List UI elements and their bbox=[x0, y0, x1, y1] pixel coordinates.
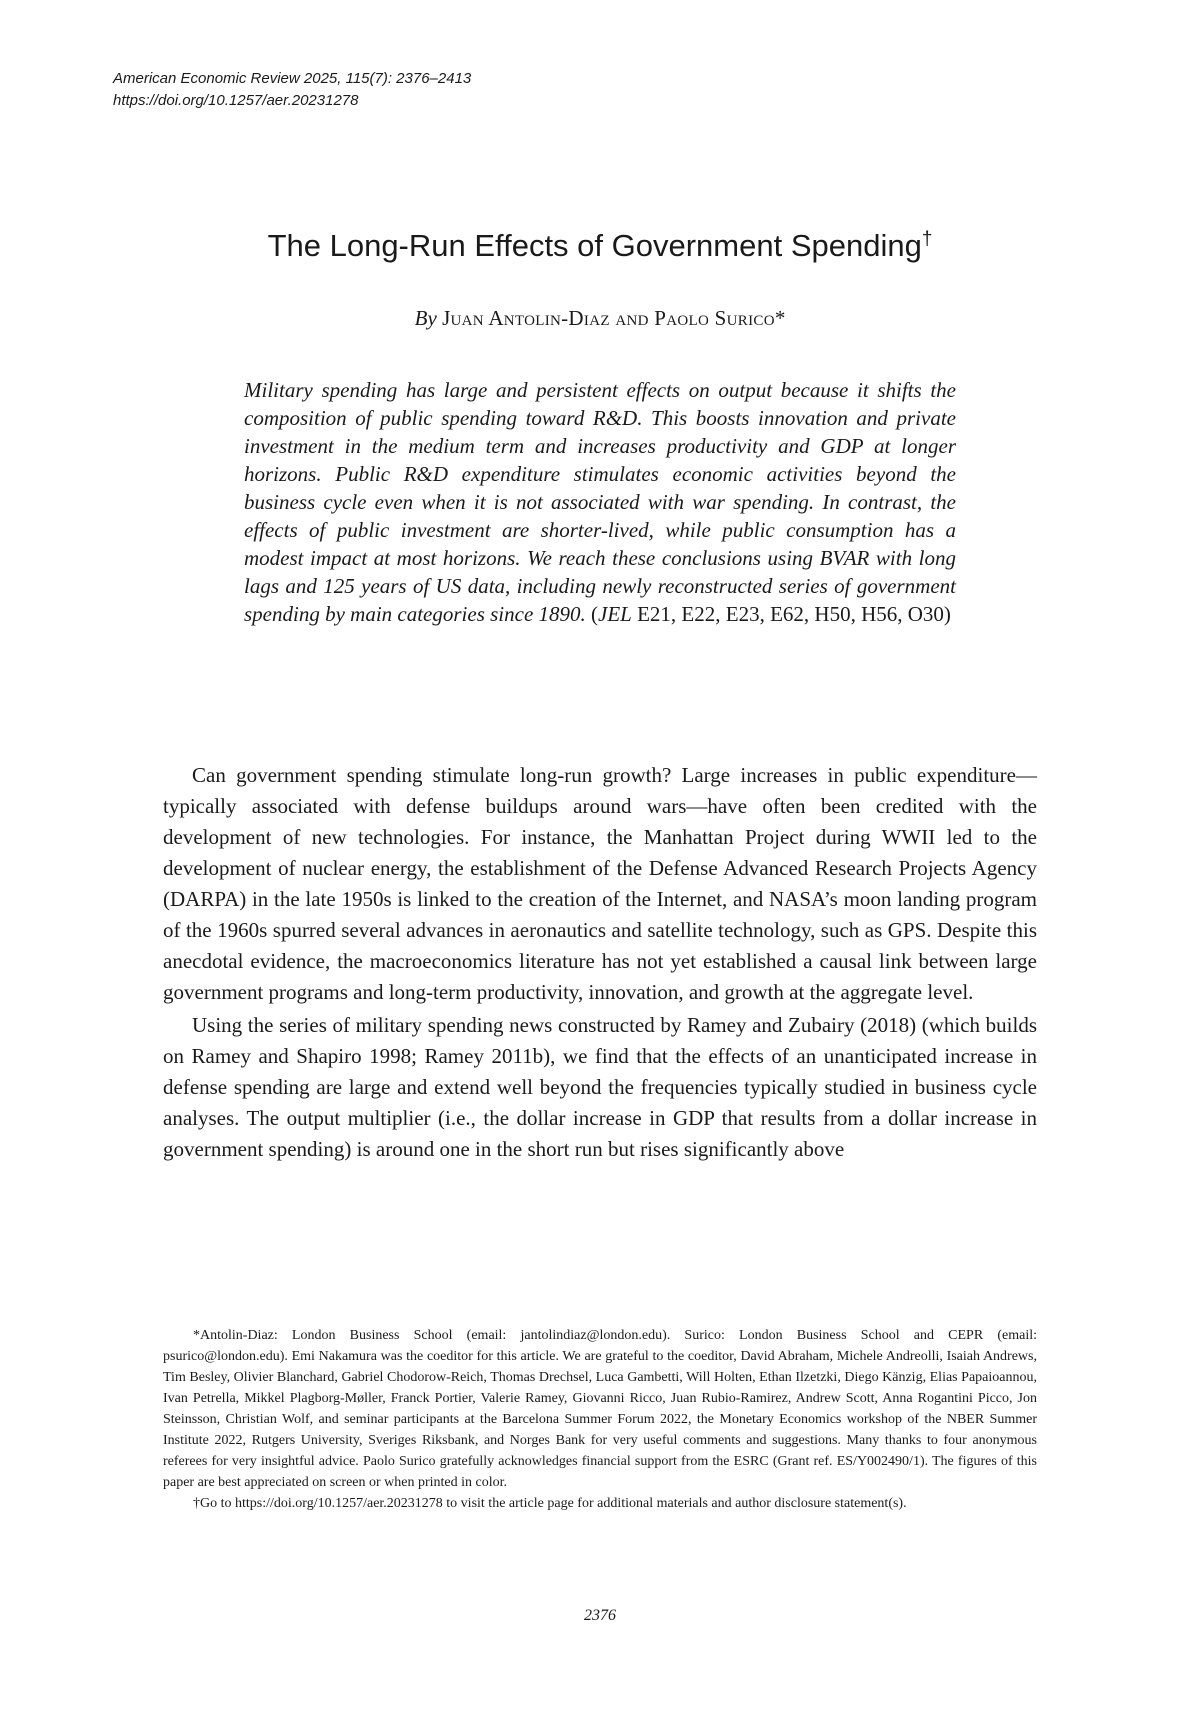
doi-link[interactable]: https://doi.org/10.1257/aer.20231278 bbox=[113, 92, 359, 109]
abstract bbox=[244, 376, 956, 628]
paragraph-2: Using the series of military spending news constructed by Ramey and Zubairy (2018) (which builds on Ramey and Shapiro 1998; Ramey 2011b), we find that the effects of an unanticipated increase in defense spending are large and extend well beyond the frequencies typically studied in business cycle analyses. The output multiplier (i.e., the dollar increase in GDP that results from a dollar increase in government spending) is around one in the short run but rises significantly above bbox=[163, 1013, 1037, 1161]
author-names: Juan Antolin-Diaz and Paolo Surico bbox=[442, 306, 775, 330]
paragraph-1: Can government spending stimulate long-run growth? Large increases in public expenditure—typically associated with defense buildups around wars—have often been credited with the development of new technologies. For instance, the Manhattan Project during WWII led to the development of nuclear energy, the establishment of the Defense Advanced Research Projects Agency (DARPA) in the late 1950s is linked to the creation of the Internet, and NASA’s moon landing program of the 1960s spurred several advances in aeronautics and satellite technology, such as GPS. Despite this anecdotal evidence, the macroeconomics literature has not yet established a causal link between large government programs and long-term productivity, innovation, and growth at the aggregate level. bbox=[163, 763, 1037, 1004]
page-number: 2376 bbox=[584, 1607, 616, 1624]
title-footnote-mark[interactable]: † bbox=[921, 228, 933, 250]
author-footnote-mark[interactable]: * bbox=[774, 306, 786, 330]
footnote-authors: *Antolin-Diaz: London Business School (email: jantolindiaz@london.edu). Surico: London Business School and CEPR (email: psurico@london.edu). Emi Nakamura was the coeditor for this article. We are grateful to the coeditor, David Abraham, Michele Andreolli, Isaiah Andrews, Tim Besley, Olivier Blanchard, Gabriel Chodorow-Reich, Thomas Drechsel, Luca Gambetti, Will Holten, Ethan Ilzetzki, Diego Känzig, Elias Papaioannou, Ivan Petrella, Mikkel Plagborg-Møller, Franck Portier, Valerie Ramey, Giovanni Ricco, Juan Rubio-Ramirez, Andrew Scott, Anna Rogantini Picco, Jon Steinsson, Christian Wolf, and seminar participants at the Barcelona Summer Forum 2022, the Monetary Economics workshop of the NBER Summer Institute 2022, Rutgers University, Sveriges Riksbank, and Norges Bank for very useful comments and suggestions. Many thanks to four anonymous referees for very insightful advice. Paolo Surico gratefully acknowledges financial support from the ESRC (Grant ref. ES/Y002490/1). The figures of this paper are best appreciated on screen or when printed in color. bbox=[163, 1328, 1037, 1490]
author-line bbox=[0, 306, 1200, 331]
jel-label: JEL bbox=[598, 602, 632, 626]
page-title bbox=[0, 228, 1200, 264]
journal-header bbox=[113, 68, 471, 112]
jel-code-list: E21, E22, E23, E62, H50, H56, O30 bbox=[637, 602, 944, 626]
journal-citation: American Economic Review 2025, 115(7): 2376–2413 bbox=[113, 70, 472, 87]
body-text bbox=[163, 760, 1037, 1167]
abstract-text: Military spending has large and persistent effects on output because it shifts the composition of public spending toward R&D. This boosts innovation and private investment in the medium term and increases productivity and GDP at longer horizons. Public R&D expenditure stimulates economic activities beyond the business cycle even when it is not associated with war spending. In contrast, the effects of public investment are shorter-lived, while public consumption has a modest impact at most horizons. We reach these conclusions using BVAR with long lags and 125 years of US data, including newly reconstructed series of government spending by main categories since 1890. bbox=[244, 378, 956, 626]
by-label: By bbox=[414, 306, 437, 330]
footnote-title: †Go to https://doi.org/10.1257/aer.20231278 to visit the article page for additional materials and author disclosure statement(s). bbox=[193, 1496, 907, 1511]
footnotes bbox=[163, 1325, 1037, 1514]
jel-codes: (JEL E21, E22, E23, E62, H50, H56, O30) bbox=[591, 602, 951, 626]
title-text: The Long-Run Effects of Government Spending bbox=[267, 228, 922, 263]
